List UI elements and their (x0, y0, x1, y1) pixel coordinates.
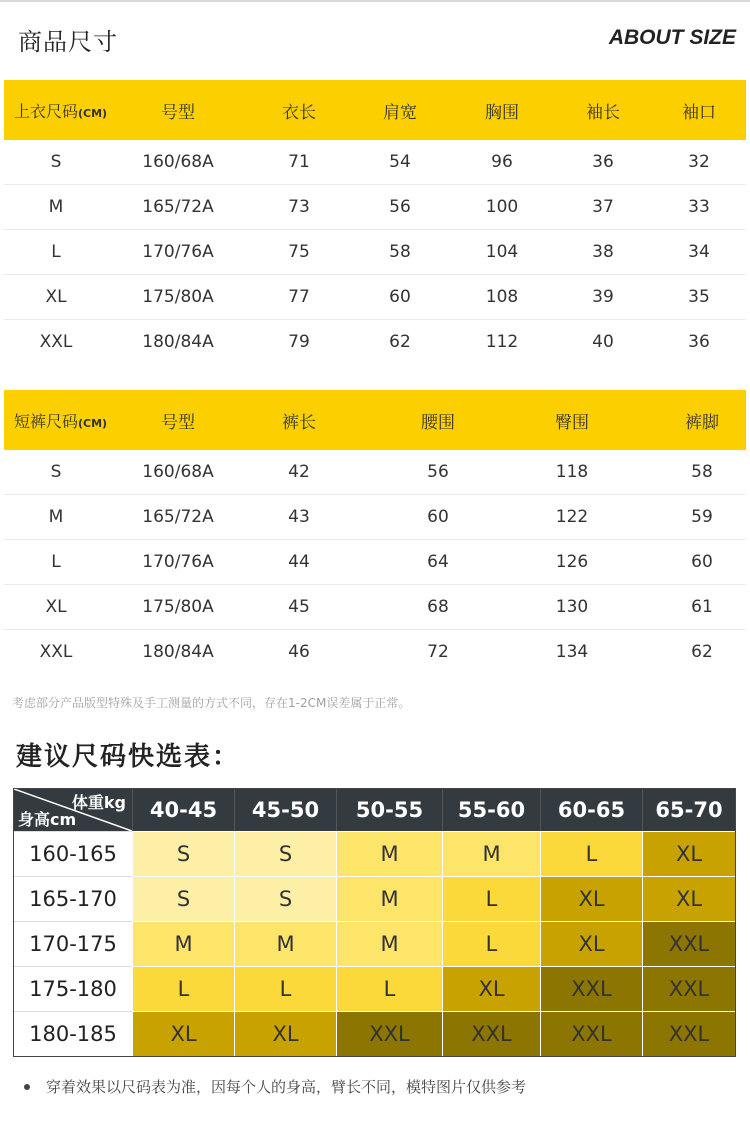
table-cell: 68 (427, 597, 449, 617)
weight-range-header: 55-60 (442, 789, 540, 831)
column-header-label: 胸围 (485, 102, 519, 123)
table-cell: 160/68A (142, 152, 214, 172)
recommended-size-cell: XXL (642, 966, 735, 1011)
table-cell: 165/72A (142, 507, 214, 527)
quick-select-header-row (14, 789, 735, 831)
table-cell: L (51, 552, 61, 572)
table-cell: 77 (288, 287, 310, 307)
table-cell: 118 (555, 462, 589, 482)
table-cell: 36 (592, 152, 614, 172)
table-cell: 34 (688, 242, 710, 262)
column-header (108, 98, 248, 123)
table-cell: 46 (288, 642, 310, 662)
table-cell: 60 (427, 507, 449, 527)
table-cell: 104 (485, 242, 519, 262)
page-title: 商品尺寸 (18, 28, 118, 56)
column-header (652, 98, 746, 123)
table-cell: 180/84A (142, 332, 214, 352)
quick-select-table (13, 788, 736, 1057)
table-cell: 73 (288, 197, 310, 217)
table-cell: 122 (555, 507, 589, 527)
column-header-label: 肩宽 (383, 102, 417, 123)
recommended-size-cell: M (442, 831, 540, 876)
table-cell: 37 (592, 197, 614, 217)
column-header (618, 408, 750, 433)
table-cell: 175/80A (142, 287, 214, 307)
column-header (108, 408, 248, 433)
column-header (4, 99, 108, 122)
recommended-size-cell: XXL (642, 1011, 735, 1056)
table-cell: 60 (691, 552, 713, 572)
quick-select-row (14, 876, 735, 921)
height-range-label: 165-170 (14, 876, 132, 921)
quick-select-row (14, 921, 735, 966)
recommended-size-cell: L (234, 966, 336, 1011)
recommended-size-cell: L (442, 876, 540, 921)
table-cell: 170/76A (142, 242, 214, 262)
table-header-row (4, 390, 746, 450)
table-cell: 170/76A (142, 552, 214, 572)
footer-note (24, 1076, 526, 1097)
recommended-size-cell: M (336, 876, 442, 921)
table-cell: 96 (491, 152, 513, 172)
recommended-size-cell: XXL (336, 1011, 442, 1056)
table-row (4, 450, 746, 495)
table-cell: 126 (555, 552, 589, 572)
recommended-size-cell: XL (132, 1011, 234, 1056)
recommended-size-cell: S (234, 831, 336, 876)
table-cell: 54 (389, 152, 411, 172)
footer-text: 穿着效果以尺码表为准，因每个人的身高，臂长不同，模特图片仅供参考 (46, 1078, 527, 1096)
table-cell: 33 (688, 197, 710, 217)
column-header (4, 409, 108, 432)
recommended-size-cell: L (540, 831, 642, 876)
table-cell: 62 (389, 332, 411, 352)
column-header-label: 裤脚 (685, 412, 719, 433)
table-row (4, 185, 746, 230)
recommended-size-cell: M (234, 921, 336, 966)
recommended-size-cell: XL (234, 1011, 336, 1056)
recommended-size-cell: L (336, 966, 442, 1011)
column-header (526, 408, 618, 433)
column-header-label: 袖口 (682, 102, 716, 123)
recommended-size-cell: L (132, 966, 234, 1011)
table-cell: 71 (288, 152, 310, 172)
recommended-size-cell: M (132, 921, 234, 966)
column-header (554, 98, 652, 123)
page-title-en: ABOUT SIZE (608, 26, 736, 49)
table-cell: 108 (485, 287, 519, 307)
recommended-size-cell: XL (642, 876, 735, 921)
table-cell: 44 (288, 552, 310, 572)
recommended-size-cell: XXL (540, 1011, 642, 1056)
table-cell: 32 (688, 152, 710, 172)
table-cell: 165/72A (142, 197, 214, 217)
table-row (4, 140, 746, 185)
table-cell: 112 (485, 332, 519, 352)
table-cell: XXL (39, 642, 73, 662)
quick-select-row (14, 1011, 735, 1056)
column-header-label: 衣长 (282, 102, 316, 123)
table-cell: 100 (485, 197, 519, 217)
column-header (350, 98, 450, 123)
table-cell: 58 (691, 462, 713, 482)
height-range-label: 175-180 (14, 966, 132, 1011)
table-cell: 59 (691, 507, 713, 527)
recommended-size-cell: XXL (642, 921, 735, 966)
column-header (248, 408, 350, 433)
table-row (4, 230, 746, 275)
top-size-table (4, 80, 746, 364)
table-cell: L (51, 242, 61, 262)
height-range-label: 170-175 (14, 921, 132, 966)
table-cell: 43 (288, 507, 310, 527)
column-header (450, 98, 554, 123)
table-cell: 75 (288, 242, 310, 262)
table-cell: XL (45, 287, 67, 307)
recommended-size-cell: M (336, 921, 442, 966)
weight-axis-label: 体重kg (71, 793, 126, 812)
table-row (4, 585, 746, 630)
recommended-size-cell: S (132, 876, 234, 921)
table-row (4, 275, 746, 320)
table-cell: XXL (39, 332, 73, 352)
table-cell: XL (45, 597, 67, 617)
table-cell: 175/80A (142, 597, 214, 617)
unit-label: (CM) (78, 416, 108, 430)
measurement-note: 考虑部分产品版型特殊及手工测量的方式不同，存在1-2CM误差属于正常。 (12, 696, 411, 710)
table-cell: 35 (688, 287, 710, 307)
column-header (350, 408, 526, 433)
recommended-size-cell: S (132, 831, 234, 876)
column-header-label: 上衣尺码 (14, 101, 79, 121)
table-cell: 39 (592, 287, 614, 307)
table-cell: 160/68A (142, 462, 214, 482)
column-header-label: 号型 (161, 412, 195, 433)
table-row (4, 320, 746, 364)
table-cell: S (50, 152, 62, 172)
column-header-label: 号型 (161, 102, 195, 123)
column-header-label: 臀围 (555, 412, 589, 433)
recommended-size-cell: XL (642, 831, 735, 876)
table-cell: 42 (288, 462, 310, 482)
table-row (4, 630, 746, 674)
weight-range-header: 60-65 (540, 789, 642, 831)
table-cell: 40 (592, 332, 614, 352)
height-range-label: 180-185 (14, 1011, 132, 1056)
recommended-size-cell: XXL (540, 966, 642, 1011)
weight-range-header: 40-45 (132, 789, 234, 831)
table-cell: 61 (691, 597, 713, 617)
height-axis-label: 身高cm (18, 810, 77, 829)
bullet-icon (24, 1084, 30, 1090)
table-cell: 60 (389, 287, 411, 307)
table-cell: 58 (389, 242, 411, 262)
column-header-label: 裤长 (282, 412, 316, 433)
column-header (248, 98, 350, 123)
column-header-label: 袖长 (586, 102, 620, 123)
table-cell: 180/84A (142, 642, 214, 662)
recommended-size-cell: S (234, 876, 336, 921)
table-cell: 64 (427, 552, 449, 572)
recommended-size-cell: XL (540, 921, 642, 966)
weight-range-header: 65-70 (642, 789, 735, 831)
table-cell: 130 (555, 597, 589, 617)
quick-select-row (14, 966, 735, 1011)
quick-select-corner (14, 789, 132, 831)
table-cell: M (48, 197, 64, 217)
height-range-label: 160-165 (14, 831, 132, 876)
table-cell: 72 (427, 642, 449, 662)
recommended-size-cell: M (336, 831, 442, 876)
recommended-size-cell: XL (442, 966, 540, 1011)
weight-range-header: 45-50 (234, 789, 336, 831)
table-cell: 56 (389, 197, 411, 217)
column-header-label: 腰围 (421, 412, 455, 433)
table-cell: 56 (427, 462, 449, 482)
table-cell: 62 (691, 642, 713, 662)
table-cell: M (48, 507, 64, 527)
column-header-label: 短裤尺码 (14, 411, 79, 431)
shorts-size-table (4, 390, 746, 674)
quick-select-title: 建议尺码快选表： (16, 742, 241, 772)
recommended-size-cell: XL (540, 876, 642, 921)
table-cell: 36 (688, 332, 710, 352)
table-cell: 79 (288, 332, 310, 352)
quick-select-row (14, 831, 735, 876)
weight-range-header: 50-55 (336, 789, 442, 831)
table-cell: 38 (592, 242, 614, 262)
table-row (4, 540, 746, 585)
table-row (4, 495, 746, 540)
recommended-size-cell: XXL (442, 1011, 540, 1056)
table-cell: 134 (555, 642, 589, 662)
recommended-size-cell: L (442, 921, 540, 966)
page-header (0, 2, 750, 80)
table-cell: S (50, 462, 62, 482)
table-cell: 45 (288, 597, 310, 617)
unit-label: (CM) (78, 106, 108, 120)
table-header-row (4, 80, 746, 140)
